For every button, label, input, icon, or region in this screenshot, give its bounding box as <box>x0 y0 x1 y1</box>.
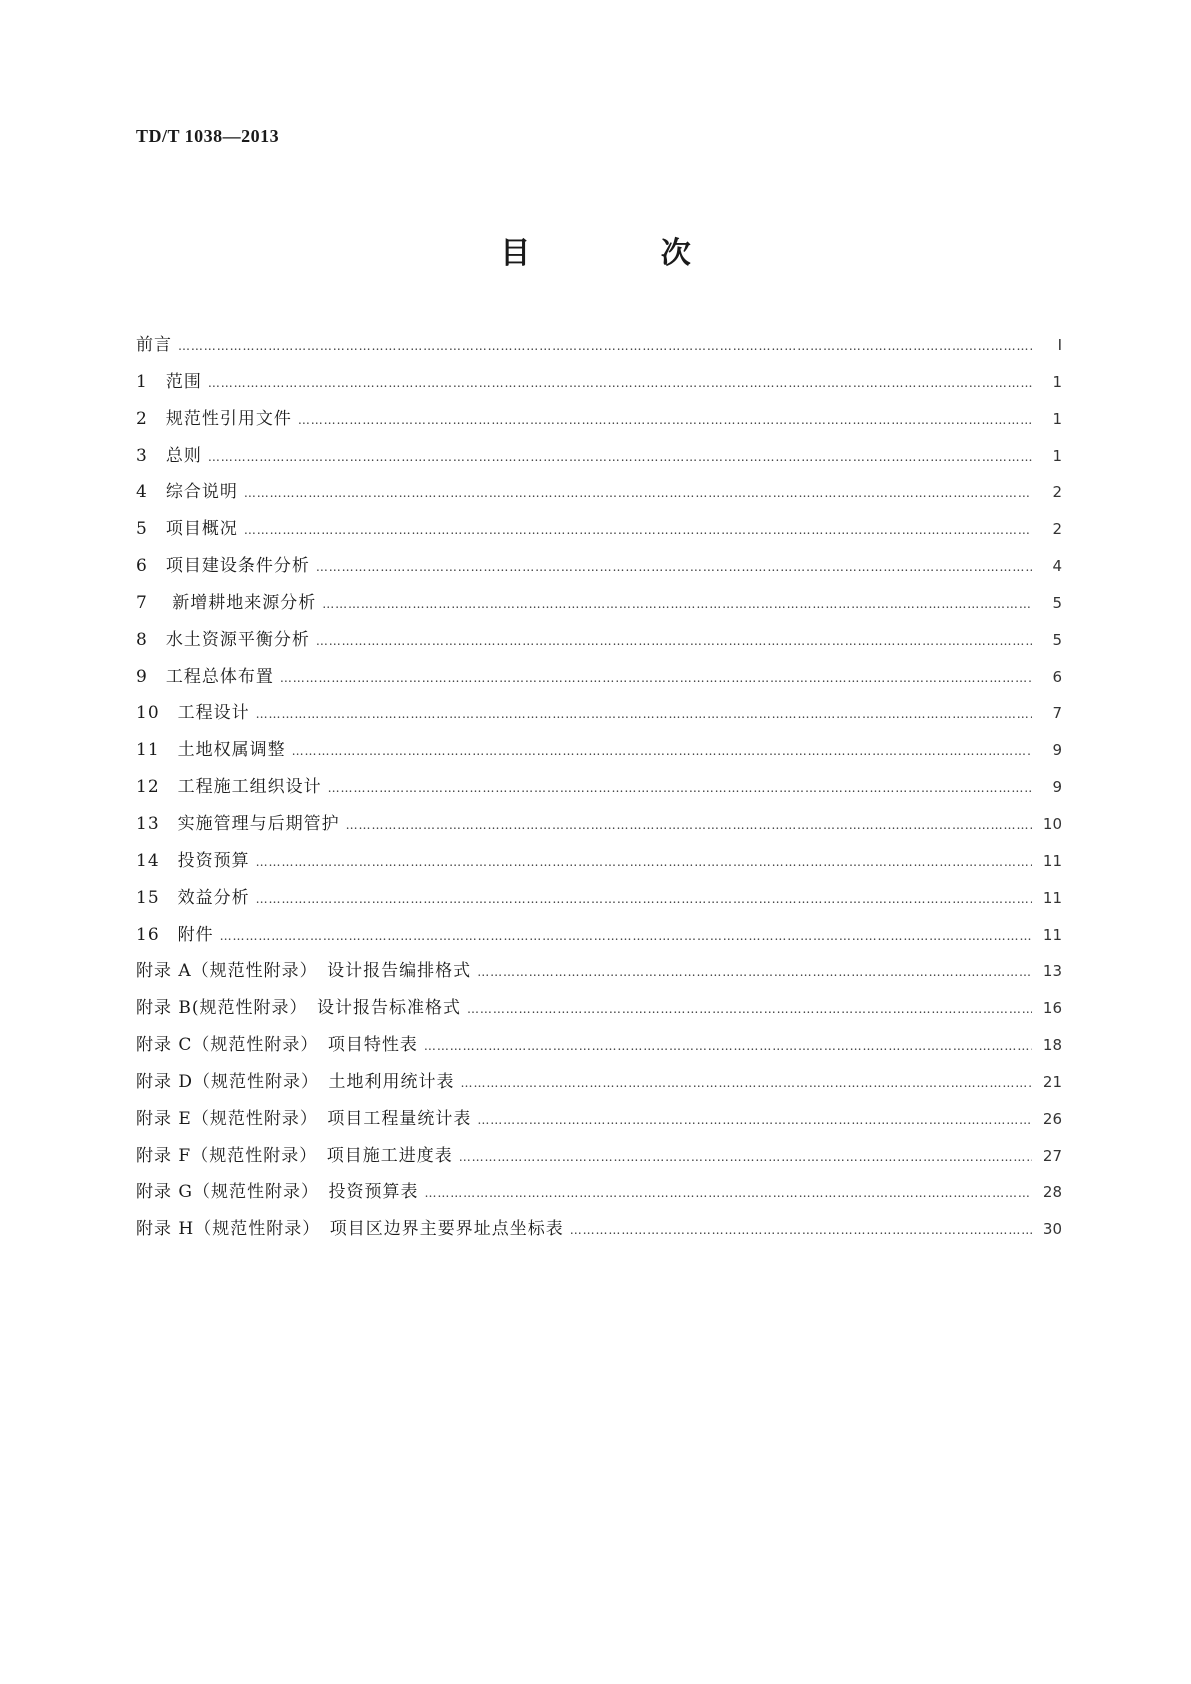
toc-entry[interactable] <box>136 1064 1062 1101</box>
toc-entry[interactable] <box>136 1211 1062 1248</box>
toc-entry-label: 附录 D（规范性附录） 土地利用统计表 <box>136 1071 455 1092</box>
dot-leader <box>256 881 1032 917</box>
toc-entry-label: 4 综合说明 <box>136 482 238 503</box>
dot-leader <box>298 402 1032 438</box>
toc-entry-label: 9 工程总体布置 <box>136 666 274 687</box>
toc-entry-page-number: 27 <box>1042 1146 1062 1165</box>
dot-leader <box>570 1212 1032 1248</box>
toc-entry-label: 16 附件 <box>136 924 214 945</box>
document-code: TD/T 1038—2013 <box>136 126 280 146</box>
toc-entry[interactable] <box>136 806 1062 843</box>
dot-leader <box>459 1139 1032 1175</box>
toc-entry[interactable] <box>136 438 1062 475</box>
dot-leader <box>477 954 1032 990</box>
dot-leader <box>328 770 1032 806</box>
dot-leader <box>256 844 1032 880</box>
toc-entry[interactable] <box>136 880 1062 917</box>
toc-entry-label: 附录 F（规范性附录） 项目施工进度表 <box>136 1145 453 1166</box>
dot-leader <box>178 328 1032 364</box>
toc-entry-label: 附录 C（规范性附录） 项目特性表 <box>136 1035 418 1056</box>
toc-entry-label: 3 总则 <box>136 445 202 466</box>
dot-leader <box>280 660 1032 696</box>
toc-entry-label: 7 新增耕地来源分析 <box>136 592 317 613</box>
toc-entry[interactable] <box>136 1101 1062 1138</box>
toc-entry[interactable] <box>136 474 1062 511</box>
toc-entry-page-number: 5 <box>1052 593 1062 612</box>
toc-entry[interactable] <box>136 401 1062 438</box>
toc-entry-label: 附录 G（规范性附录） 投资预算表 <box>136 1182 419 1203</box>
toc-entry-page-number: 5 <box>1052 630 1062 649</box>
toc-entry[interactable] <box>136 843 1062 880</box>
toc-entry[interactable] <box>136 327 1062 364</box>
toc-entry-page-number: 2 <box>1052 483 1062 502</box>
toc-entry-page-number: 18 <box>1042 1036 1062 1055</box>
toc-entry-page-number: 9 <box>1052 741 1062 760</box>
dot-leader <box>477 1102 1032 1138</box>
toc-entry-label: 2 规范性引用文件 <box>136 408 292 429</box>
toc-entry-page-number: 1 <box>1052 372 1062 391</box>
toc-entry[interactable] <box>136 990 1062 1027</box>
dot-leader <box>244 512 1032 548</box>
toc-entry[interactable] <box>136 1138 1062 1175</box>
toc-entry-label: 11 土地权属调整 <box>136 740 286 761</box>
dot-leader <box>424 1175 1032 1211</box>
toc-entry[interactable] <box>136 659 1062 696</box>
toc-entry[interactable] <box>136 364 1062 401</box>
page-title: 目 次 <box>500 236 751 271</box>
toc-entry-label: 12 工程施工组织设计 <box>136 777 322 798</box>
dot-leader <box>316 549 1032 585</box>
table-of-contents <box>136 327 1062 1248</box>
toc-entry-page-number: 16 <box>1042 999 1062 1018</box>
toc-entry[interactable] <box>136 732 1062 769</box>
toc-entry-page-number: 2 <box>1052 520 1062 539</box>
toc-entry-label: 6 项目建设条件分析 <box>136 556 310 577</box>
toc-entry-label: 13 实施管理与后期管护 <box>136 813 340 834</box>
toc-entry-page-number: 21 <box>1042 1072 1062 1091</box>
dot-leader <box>316 623 1032 659</box>
toc-entry-page-number: 11 <box>1042 851 1062 870</box>
toc-entry-page-number: 10 <box>1042 814 1062 833</box>
toc-entry-label: 前言 <box>136 335 172 355</box>
toc-entry-page-number: 9 <box>1052 778 1062 797</box>
dot-leader <box>346 807 1032 843</box>
toc-entry-page-number: 30 <box>1042 1220 1062 1239</box>
dot-leader <box>461 1065 1032 1101</box>
dot-leader <box>467 991 1032 1027</box>
toc-entry-label: 附录 H（规范性附录） 项目区边界主要界址点坐标表 <box>136 1219 564 1240</box>
toc-entry[interactable] <box>136 548 1062 585</box>
toc-entry[interactable] <box>136 585 1062 622</box>
toc-entry-page-number: 1 <box>1052 446 1062 465</box>
dot-leader <box>244 475 1032 511</box>
dot-leader <box>256 696 1032 732</box>
toc-entry[interactable] <box>136 511 1062 548</box>
toc-entry-label: 5 项目概况 <box>136 519 238 540</box>
toc-entry[interactable] <box>136 622 1062 659</box>
toc-entry-page-number: 1 <box>1052 409 1062 428</box>
toc-entry-page-number: 26 <box>1042 1109 1062 1128</box>
toc-entry-label: 附录 B(规范性附录） 设计报告标准格式 <box>136 998 462 1019</box>
dot-leader <box>292 733 1032 769</box>
dot-leader <box>208 365 1032 401</box>
toc-entry-page-number: Ⅰ <box>1057 336 1062 354</box>
toc-entry[interactable] <box>136 917 1062 954</box>
toc-entry-page-number: 13 <box>1042 962 1062 981</box>
dot-leader <box>208 439 1032 475</box>
toc-entry[interactable] <box>136 1174 1062 1211</box>
toc-entry-page-number: 28 <box>1042 1183 1062 1202</box>
toc-entry[interactable] <box>136 769 1062 806</box>
toc-entry-page-number: 7 <box>1052 704 1062 723</box>
toc-entry[interactable] <box>136 695 1062 732</box>
toc-entry-label: 8 水土资源平衡分析 <box>136 629 310 650</box>
dot-leader <box>322 586 1032 622</box>
toc-entry-page-number: 6 <box>1052 667 1062 686</box>
toc-entry-label: 附录 A（规范性附录） 设计报告编排格式 <box>136 961 472 982</box>
toc-entry-page-number: 4 <box>1052 557 1062 576</box>
toc-entry[interactable] <box>136 1027 1062 1064</box>
toc-entry-label: 附录 E（规范性附录） 项目工程量统计表 <box>136 1108 472 1129</box>
toc-entry-label: 15 效益分析 <box>136 887 250 908</box>
dot-leader <box>220 918 1032 954</box>
toc-entry-page-number: 11 <box>1042 925 1062 944</box>
toc-entry-page-number: 11 <box>1042 888 1062 907</box>
toc-entry[interactable] <box>136 953 1062 990</box>
dot-leader <box>424 1028 1032 1064</box>
toc-entry-label: 14 投资预算 <box>136 850 250 871</box>
toc-entry-label: 10 工程设计 <box>136 703 250 724</box>
toc-entry-label: 1 范围 <box>136 371 202 392</box>
